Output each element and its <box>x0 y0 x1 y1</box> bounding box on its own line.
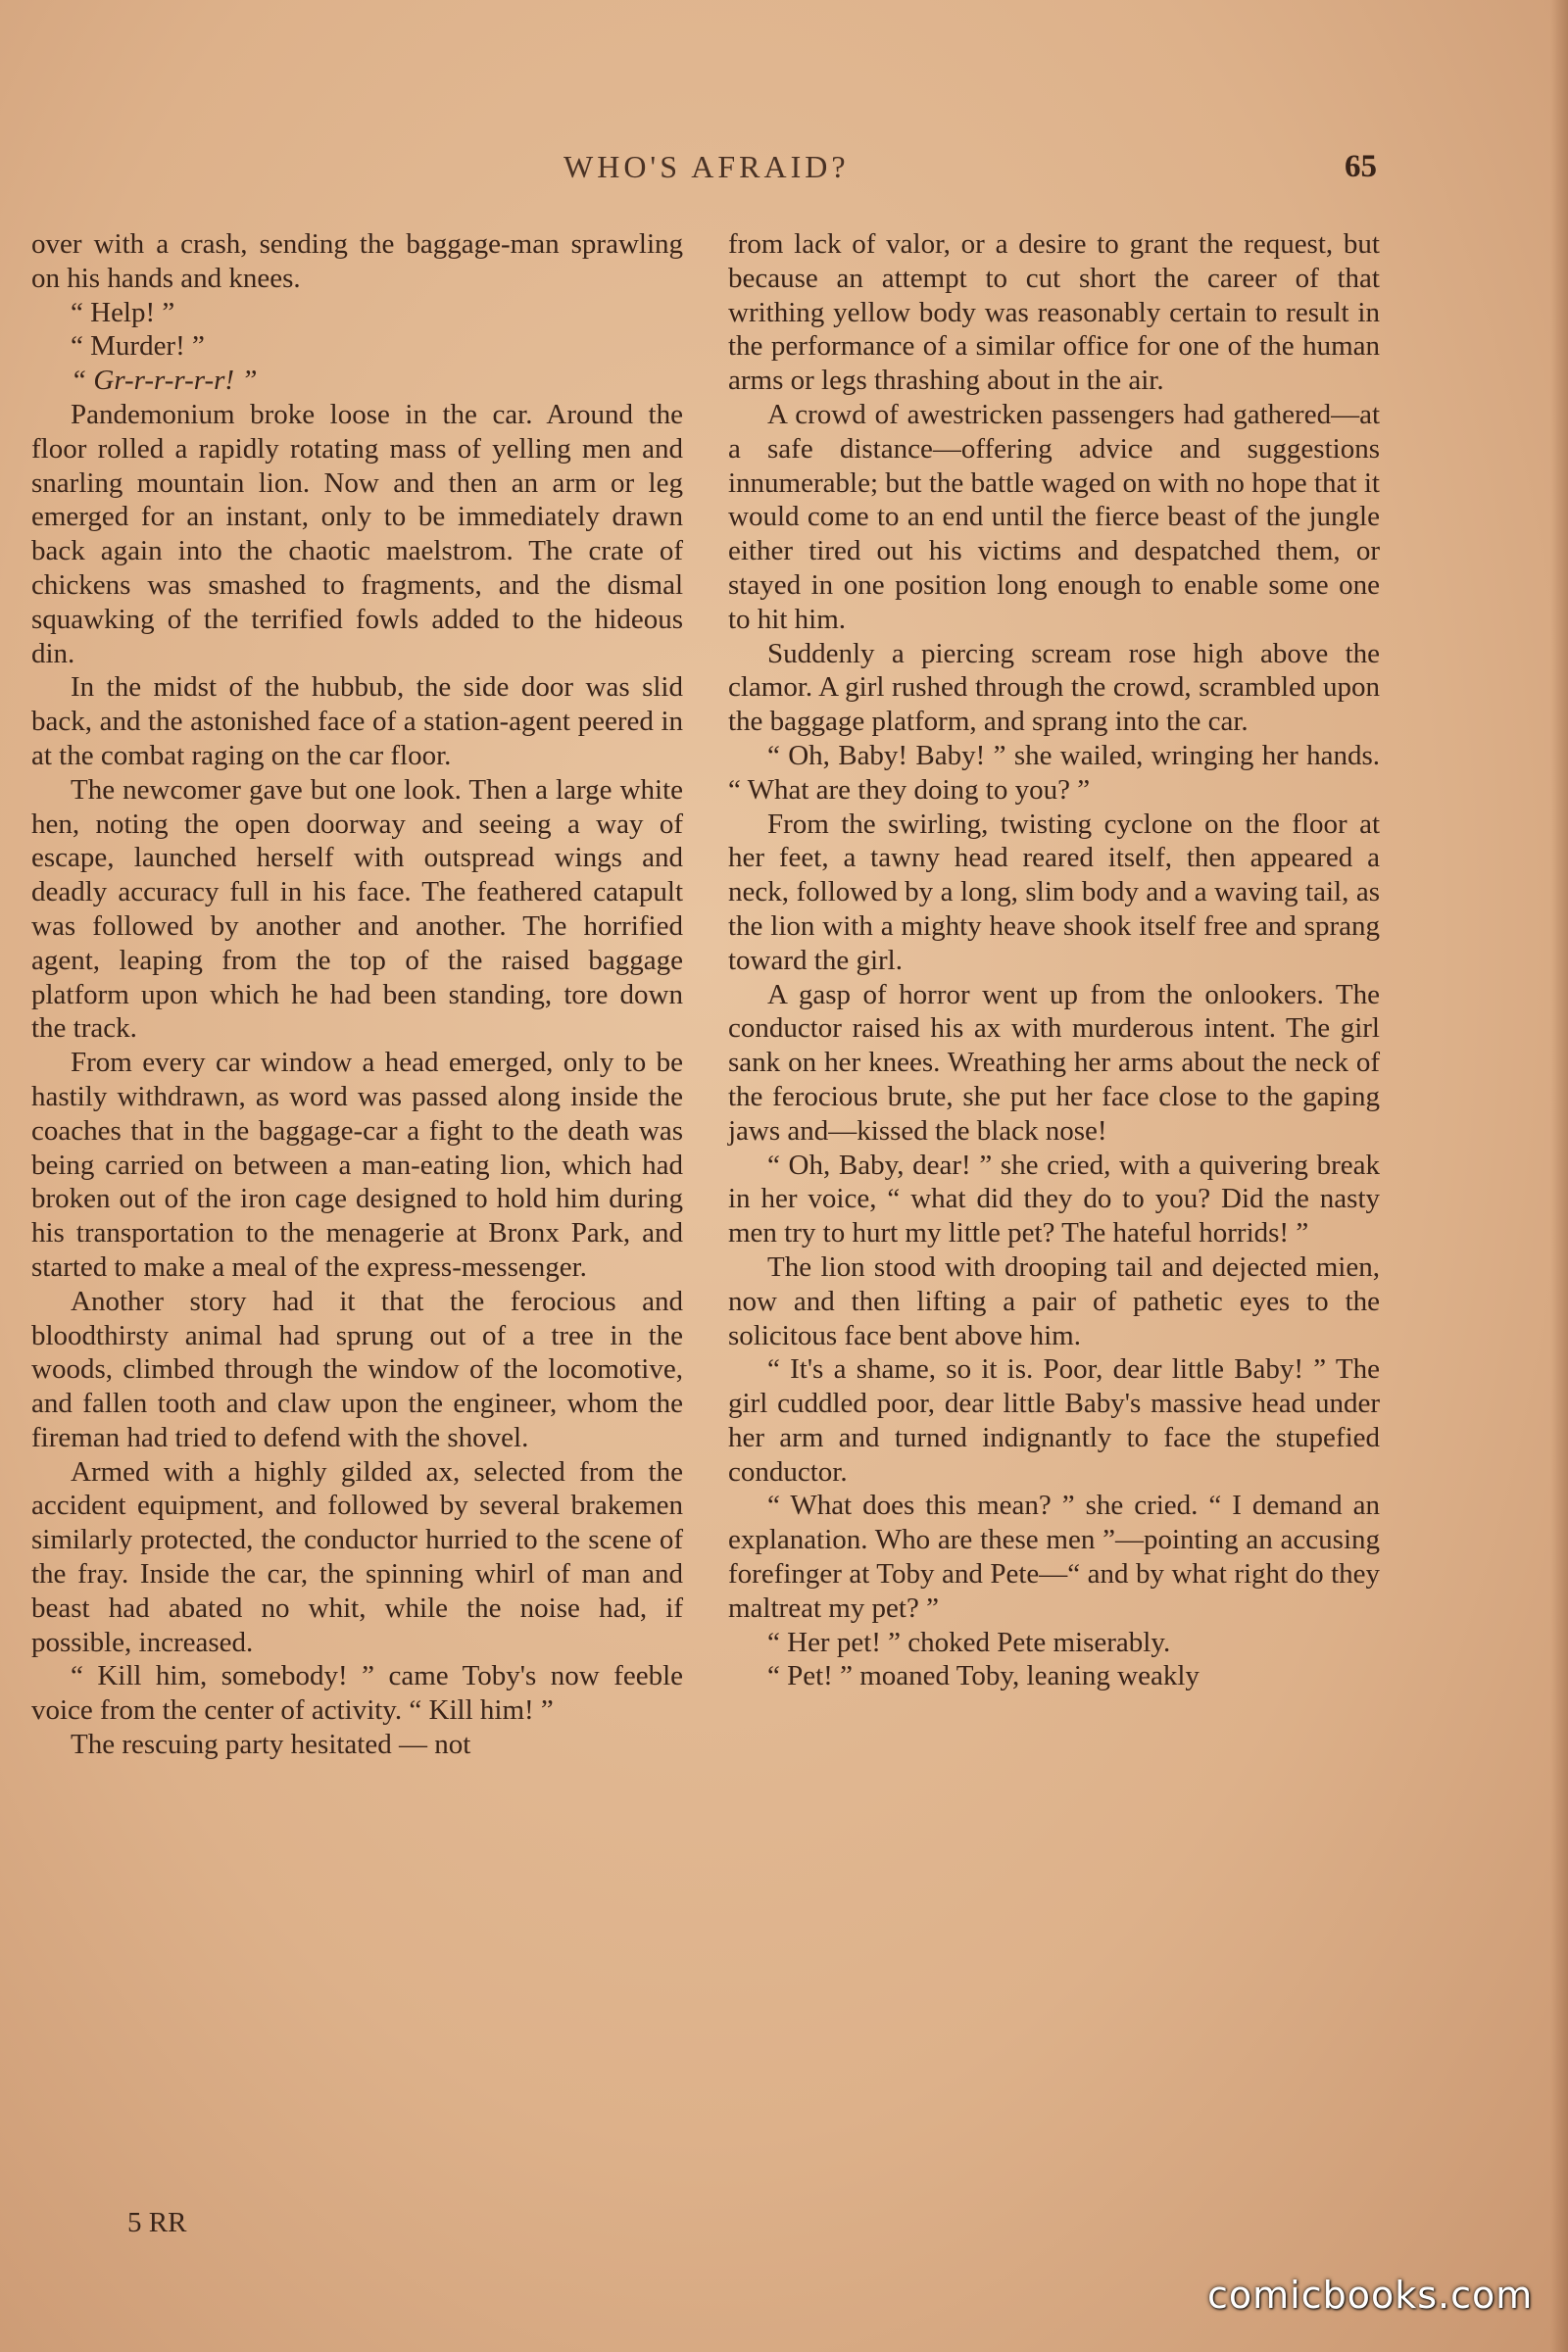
dialogue-line: “ Gr-r-r-r-r-r! ” <box>71 365 258 397</box>
paragraph: “ It's a shame, so it is. Poor, dear little Baby! ” The girl cuddled poor, dear little Baby's massive head under her arm and turned indignantly to face the stupefied conductor. <box>728 1353 1380 1488</box>
paragraph: A gasp of horror went up from the onlookers. The conductor raised his ax with murderous intent. The girl sank on her knees. Wreathing her arms about the neck of the ferocious brute, she put her face close to the gaping jaws and—kissed the black nose! <box>728 978 1380 1147</box>
paragraph: From every car window a head emerged, only to be hastily withdrawn, as word was passed along inside the coaches that in the baggage-car a fight to the death was being carried on between a man-eating lion, which had broken out of the iron cage designed to hold him during his transportation to the menagerie at Bronx Park, and started to make a meal of the express-messenger. <box>31 1047 683 1283</box>
paragraph: from lack of valor, or a desire to grant the request, but because an attempt to cut short the career of that writhing yellow body was reasonably certain to result in the performance of a similar office for one of the human arms or legs thrashing about in the air. <box>728 228 1380 397</box>
page-edge-shadow <box>1550 0 1568 2352</box>
paragraph: “ Kill him, somebody! ” came Toby's now feeble voice from the center of activity. “ Kill him! ” <box>31 1660 683 1727</box>
page-header <box>0 149 1568 198</box>
paragraph: Another story had it that the ferocious and bloodthirsty animal had sprung out of a tree in the woods, climbed through the window of the locomotive, and fallen tooth and claw upon the engineer, whom the fireman had tried to defend with the shovel. <box>31 1285 683 1453</box>
paragraph: Pandemonium broke loose in the car. Around the floor rolled a rapidly rotating mass of yelling men and snarling mountain lion. Now and then an arm or leg emerged for an instant, only to be immediately drawn back again into the chaotic maelstrom. The crate of chickens was smashed to fragments, and the dismal squawking of the terrified fowls added to the hideous din. <box>31 398 683 669</box>
paragraph: “ Oh, Baby! Baby! ” she wailed, wringing her hands. “ What are they doing to you? ” <box>728 739 1380 806</box>
paragraph: The rescuing party hesitated — not <box>71 1729 471 1761</box>
dialogue-line: “ Murder! ” <box>71 330 205 363</box>
page-number: 65 <box>1345 149 1377 184</box>
paragraph: Suddenly a piercing scream rose high above the clamor. A girl rushed through the crowd, scrambled upon the baggage platform, and sprang into the car. <box>728 637 1380 738</box>
paragraph: over with a crash, sending the baggage-man sprawling on his hands and knees. <box>31 228 683 294</box>
paragraph: “ Pet! ” moaned Toby, leaning weakly <box>767 1660 1200 1692</box>
dialogue-line: “ Her pet! ” choked Pete miserably. <box>767 1626 1171 1658</box>
running-title: WHO'S AFRAID? <box>564 149 850 184</box>
left-column <box>31 227 683 1762</box>
right-column <box>728 227 1380 1693</box>
dialogue-line: “ Help! ” <box>71 296 175 328</box>
paragraph: A crowd of awestricken passengers had gathered—at a safe distance—offering advice and suggestions innumerable; but the battle waged on with no hope that it would come to an end until the fierce beast of the jungle either tired out his victims and despatched them, or stayed in one position long enough to enable some one to hit him. <box>728 398 1380 635</box>
paragraph: Armed with a highly gilded ax, selected from the accident equipment, and followed by several brakemen similarly protected, the conductor hurried to the scene of the fray. Inside the car, the spinning whirl of man and beast had abated no whit, while the noise had, if possible, increased. <box>31 1455 683 1658</box>
paragraph: From the swirling, twisting cyclone on the floor at her feet, a tawny head reared itself, then appeared a neck, followed by a long, slim body and a waving tail, as the lion with a mighty heave shook itself free and sprang toward the girl. <box>728 808 1380 976</box>
signature-mark: 5 RR <box>127 2207 187 2238</box>
paragraph: “ What does this mean? ” she cried. “ I demand an explanation. Who are these men ”—pointing an accusing forefinger at Toby and Pete—“ and by what right do they maltreat my pet? ” <box>728 1490 1380 1624</box>
paragraph: The newcomer gave but one look. Then a large white hen, noting the open doorway and seeing a way of escape, launched herself with outspread wings and deadly accuracy full in his face. The feathered catapult was followed by another and another. The horrified agent, leaping from the top of the raised baggage platform upon which he had been standing, tore down the track. <box>31 773 683 1045</box>
paragraph: The lion stood with drooping tail and dejected mien, now and then lifting a pair of pathetic eyes to the solicitous face bent above him. <box>728 1250 1380 1351</box>
paragraph: “ Oh, Baby, dear! ” she cried, with a quivering break in her voice, “ what did they do to you? Did the nasty men try to hurt my little pet? The hateful horrids! ” <box>728 1149 1380 1250</box>
watermark: comicbooks.com <box>1207 2274 1534 2317</box>
paragraph: In the midst of the hubbub, the side door was slid back, and the astonished face of a station-agent peered in at the combat raging on the car floor. <box>31 671 683 771</box>
